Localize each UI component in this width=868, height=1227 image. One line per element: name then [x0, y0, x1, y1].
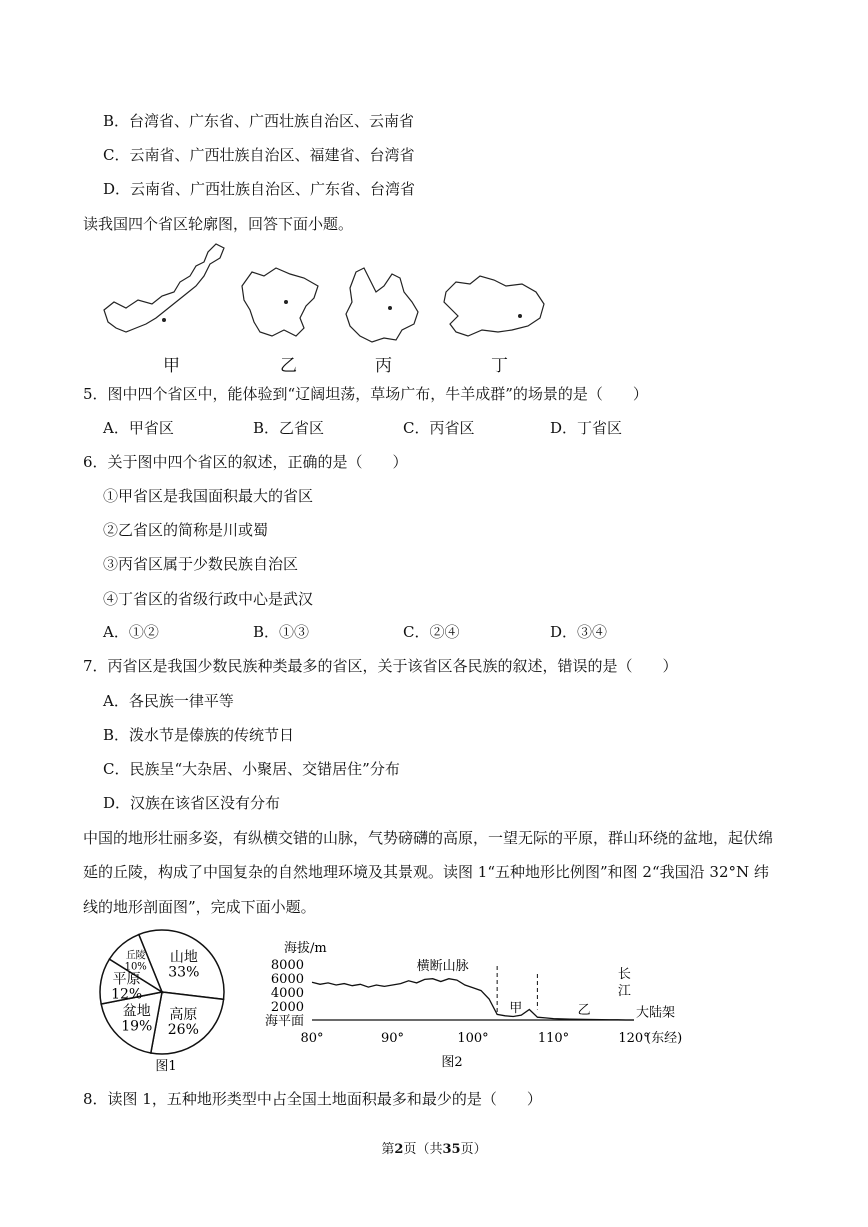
footer-suffix: 页） — [460, 1142, 487, 1157]
pie-value-0: 33% — [168, 964, 200, 981]
profile-title: 图2 — [441, 1055, 463, 1070]
pie-label-4: 丘陵 — [125, 950, 146, 962]
q6-stem: 6．关于图中四个省区的叙述，正确的是（ ） — [83, 453, 408, 471]
footer-page-number: 2 — [394, 1142, 404, 1157]
q4-option-c: C．云南省、广西壮族自治区、福建省、台湾省 — [103, 146, 415, 164]
profile-annotation-1: 甲 — [509, 1000, 523, 1016]
pie-value-2: 19% — [121, 1018, 153, 1035]
q6-option-a: A．①② — [103, 623, 159, 641]
profile-ytick-2: 4000 — [270, 986, 304, 1001]
q7-option-c: C．民族呈“大杂居、小聚居、交错居住”分布 — [103, 760, 400, 778]
pie-chart-terrain — [96, 926, 236, 1074]
q6-statement-3: ③丙省区属于少数民族自治区 — [103, 555, 299, 573]
intro-terrain-line-3: 线的地形剖面图”，完成下面小题。 — [83, 898, 316, 916]
map-label-jia: 甲 — [163, 356, 180, 376]
capital-dot-jia — [162, 318, 166, 322]
q6-option-d: D．③④ — [550, 623, 608, 641]
q4-option-b: B．台湾省、广东省、广西壮族自治区、云南省 — [103, 112, 415, 130]
profile-ytick-0: 8000 — [270, 958, 304, 973]
profile-ytick-1: 6000 — [270, 972, 304, 987]
profile-chart-32n — [254, 938, 700, 1074]
intro-terrain-line-2: 延的丘陵，构成了中国复杂的自然地理环境及其景观。读图 1“五种地形比例图”和图 2“我国沿 32°N 纬 — [83, 863, 769, 881]
q6-statement-2: ②乙省区的简称是川或蜀 — [103, 521, 269, 539]
profile-xtick-0: 80° — [300, 1031, 324, 1046]
q7-option-a: A．各民族一律平等 — [103, 692, 234, 710]
map-label-ding: 丁 — [491, 356, 508, 376]
footer-total-pages: 35 — [442, 1142, 461, 1157]
pie-value-3: 12% — [111, 986, 143, 1003]
map-label-bing: 丙 — [375, 356, 392, 376]
q5-stem: 5．图中四个省区中，能体验到“辽阔坦荡，草场广布，牛羊成群”的场景的是（ ） — [83, 385, 648, 403]
map-label-yi: 乙 — [280, 356, 297, 376]
pie-value-4: 10% — [124, 961, 147, 973]
capital-dot-bing — [388, 306, 392, 310]
q7-option-b: B．泼水节是傣族的传统节日 — [103, 726, 295, 744]
profile-annotation-4: 大陆架 — [636, 1005, 676, 1021]
province-outline-yi — [242, 268, 318, 336]
profile-ytick-4: 海平面 — [264, 1014, 304, 1029]
q5-option-b: B．乙省区 — [253, 419, 325, 437]
pie-label-1: 高原 — [169, 1006, 198, 1023]
q6-statement-1: ①甲省区是我国面积最大的省区 — [103, 487, 314, 505]
capital-dot-ding — [518, 314, 522, 318]
footer-middle: 页（共 — [403, 1142, 443, 1157]
q6-option-b: B．①③ — [253, 623, 310, 641]
pie-value-1: 26% — [167, 1021, 199, 1038]
pie-label-3: 平原 — [112, 971, 141, 988]
province-outline-ding — [444, 276, 544, 336]
profile-ylabel: 海拔/m — [284, 941, 327, 956]
q7-option-d: D．汉族在该省区没有分布 — [103, 794, 281, 812]
intro-terrain-line-1: 中国的地形壮丽多姿，有纵横交错的山脉，气势磅礴的高原，一望无际的平原，群山环绕的盆地，起伏绵 — [83, 829, 774, 847]
profile-ytick-3: 2000 — [270, 1000, 304, 1015]
pie-label-2: 盆地 — [122, 1003, 151, 1020]
q6-option-c: C．②④ — [403, 623, 460, 641]
pie-title: 图1 — [155, 1059, 177, 1074]
q5-option-d: D．丁省区 — [550, 419, 623, 437]
profile-annotation-2: 乙 — [577, 1002, 591, 1018]
profile-annotation-0: 横断山脉 — [416, 959, 469, 974]
profile-xtick-1: 90° — [380, 1031, 405, 1046]
q5-option-c: C．丙省区 — [403, 419, 475, 437]
pie-label-0: 山地 — [169, 949, 198, 966]
profile-xtick-4: 120° — [618, 1031, 650, 1046]
footer-prefix: 第 — [381, 1142, 395, 1157]
profile-xtick-3: 110° — [537, 1031, 570, 1046]
profile-xtick-2: 100° — [457, 1031, 489, 1046]
profile-annotation-3: 长江 — [617, 967, 631, 999]
capital-dot-yi — [284, 300, 288, 304]
page-footer — [0, 1138, 868, 1157]
profile-xunit: (东经) — [646, 1031, 683, 1046]
q4-option-d: D．云南省、广西壮族自治区、广东省、台湾省 — [103, 180, 416, 198]
q7-stem: 7．丙省区是我国少数民族种类最多的省区，关于该省区各民族的叙述，错误的是（ ） — [83, 657, 678, 675]
q5-option-a: A．甲省区 — [103, 419, 174, 437]
q8-stem: 8．读图 1，五种地形类型中占全国土地面积最多和最少的是（ ） — [83, 1090, 542, 1108]
q6-statement-4: ④丁省区的省级行政中心是武汉 — [103, 590, 314, 608]
province-outline-bing — [346, 268, 418, 342]
intro-province-maps: 读我国四个省区轮廓图，回答下面小题。 — [83, 215, 354, 233]
